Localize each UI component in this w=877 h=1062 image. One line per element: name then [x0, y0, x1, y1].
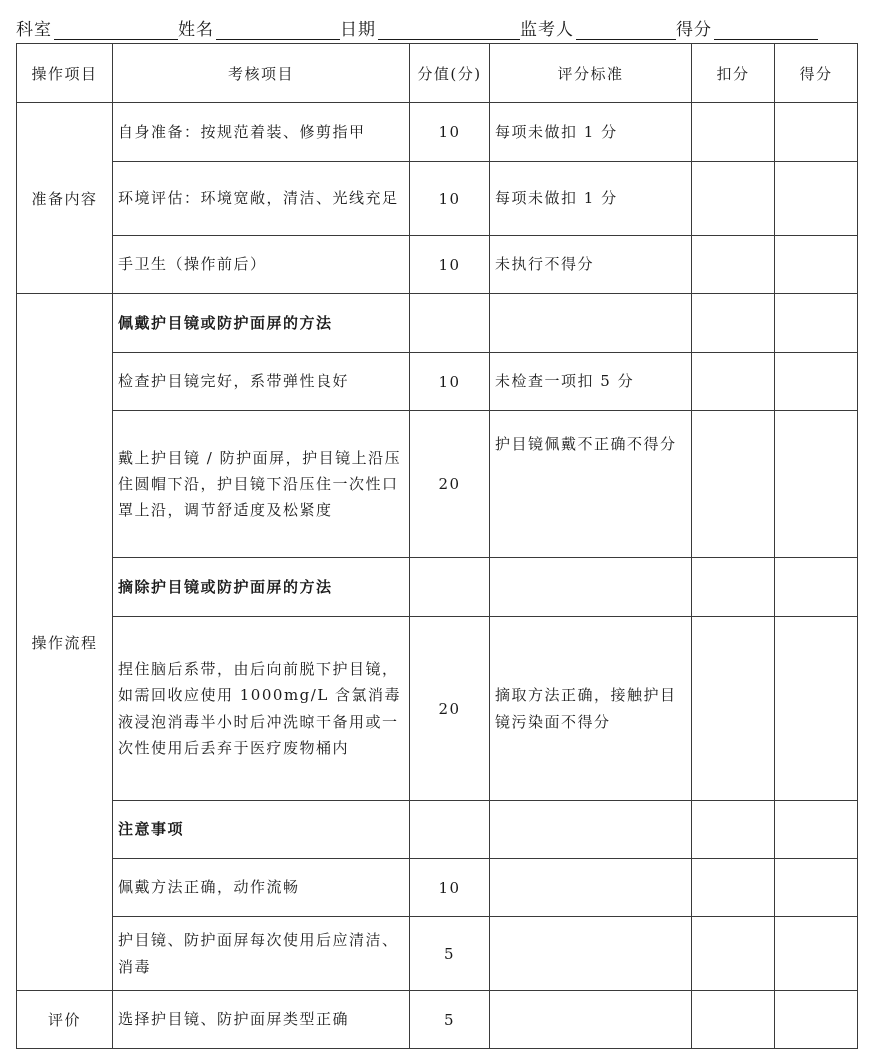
score-cell: 5	[410, 917, 490, 991]
item-cell: 选择护目镜、防护面屏类型正确	[113, 991, 410, 1049]
examiner-label: 监考人	[520, 20, 574, 40]
examiner-blank[interactable]	[576, 19, 676, 40]
table-row	[17, 294, 858, 353]
column-header: 得分	[775, 44, 858, 103]
table-row	[17, 236, 858, 294]
table-row	[17, 411, 858, 558]
score-cell: 5	[410, 991, 490, 1049]
table-header-row	[17, 44, 858, 103]
points-cell[interactable]	[775, 558, 858, 617]
deduction-cell[interactable]	[692, 917, 775, 991]
table-row	[17, 991, 858, 1049]
criteria-cell: 每项未做扣 1 分	[490, 162, 692, 236]
column-header: 评分标准	[490, 44, 692, 103]
criteria-cell: 每项未做扣 1 分	[490, 103, 692, 162]
date-label: 日期	[340, 20, 376, 40]
points-cell[interactable]	[775, 801, 858, 859]
section-label-process: 操作流程	[17, 294, 113, 991]
score-cell	[410, 801, 490, 859]
table-row	[17, 103, 858, 162]
table-row	[17, 162, 858, 236]
item-cell: 戴上护目镜 / 防护面屏，护目镜上沿压住圆帽下沿，护目镜下沿压住一次性口罩上沿，调节舒适度及松紧度	[113, 411, 410, 558]
criteria-cell: 摘取方法正确，接触护目镜污染面不得分	[490, 617, 692, 801]
dept-field	[16, 15, 178, 40]
form-header	[16, 12, 858, 40]
criteria-cell	[490, 294, 692, 353]
criteria-cell: 未检查一项扣 5 分	[490, 353, 692, 411]
criteria-cell	[490, 917, 692, 991]
deduction-cell[interactable]	[692, 991, 775, 1049]
points-cell[interactable]	[775, 353, 858, 411]
points-cell[interactable]	[775, 991, 858, 1049]
score-blank[interactable]	[714, 19, 818, 40]
deduction-cell[interactable]	[692, 859, 775, 917]
section-label-eval: 评价	[17, 991, 113, 1049]
section-label-prep: 准备内容	[17, 103, 113, 294]
subheading-cell: 佩戴护目镜或防护面屏的方法	[113, 294, 410, 353]
criteria-cell	[490, 801, 692, 859]
dept-blank[interactable]	[54, 19, 178, 40]
points-cell[interactable]	[775, 859, 858, 917]
deduction-cell[interactable]	[692, 236, 775, 294]
dept-label: 科室	[16, 20, 52, 40]
points-cell[interactable]	[775, 236, 858, 294]
criteria-cell	[490, 558, 692, 617]
item-cell: 手卫生（操作前后）	[113, 236, 410, 294]
table-row	[17, 801, 858, 859]
score-label: 得分	[676, 20, 712, 40]
table-row	[17, 859, 858, 917]
table-row	[17, 617, 858, 801]
assessment-table	[16, 43, 858, 1049]
subheading-cell: 注意事项	[113, 801, 410, 859]
criteria-cell	[490, 991, 692, 1049]
name-field	[178, 15, 340, 40]
score-cell: 10	[410, 236, 490, 294]
column-header: 操作项目	[17, 44, 113, 103]
criteria-cell: 护目镜佩戴不正确不得分	[490, 411, 692, 558]
score-cell: 20	[410, 617, 490, 801]
deduction-cell[interactable]	[692, 162, 775, 236]
table-row	[17, 353, 858, 411]
table-row	[17, 558, 858, 617]
item-cell: 捏住脑后系带，由后向前脱下护目镜，如需回收应使用 1000mg/L 含氯消毒液浸泡消毒半小时后冲洗晾干备用或一次性使用后丢弃于医疗废物桶内	[113, 617, 410, 801]
score-field	[676, 15, 818, 40]
score-cell: 10	[410, 162, 490, 236]
table-row	[17, 917, 858, 991]
item-cell: 自身准备：按规范着装、修剪指甲	[113, 103, 410, 162]
column-header: 考核项目	[113, 44, 410, 103]
points-cell[interactable]	[775, 917, 858, 991]
name-blank[interactable]	[216, 19, 340, 40]
item-cell: 护目镜、防护面屏每次使用后应清洁、消毒	[113, 917, 410, 991]
score-cell: 10	[410, 103, 490, 162]
deduction-cell[interactable]	[692, 411, 775, 558]
date-blank[interactable]	[378, 19, 520, 40]
item-cell: 环境评估：环境宽敞，清洁、光线充足	[113, 162, 410, 236]
score-cell	[410, 294, 490, 353]
column-header: 分值(分)	[410, 44, 490, 103]
name-label: 姓名	[178, 20, 214, 40]
points-cell[interactable]	[775, 411, 858, 558]
score-cell: 10	[410, 353, 490, 411]
points-cell[interactable]	[775, 294, 858, 353]
deduction-cell[interactable]	[692, 294, 775, 353]
criteria-cell: 未执行不得分	[490, 236, 692, 294]
deduction-cell[interactable]	[692, 353, 775, 411]
deduction-cell[interactable]	[692, 558, 775, 617]
points-cell[interactable]	[775, 103, 858, 162]
score-cell	[410, 558, 490, 617]
examiner-field	[520, 15, 676, 40]
deduction-cell[interactable]	[692, 617, 775, 801]
item-cell: 佩戴方法正确，动作流畅	[113, 859, 410, 917]
column-header: 扣分	[692, 44, 775, 103]
item-cell: 检查护目镜完好，系带弹性良好	[113, 353, 410, 411]
date-field	[340, 15, 520, 40]
subheading-cell: 摘除护目镜或防护面屏的方法	[113, 558, 410, 617]
points-cell[interactable]	[775, 617, 858, 801]
criteria-cell	[490, 859, 692, 917]
points-cell[interactable]	[775, 162, 858, 236]
score-cell: 20	[410, 411, 490, 558]
score-cell: 10	[410, 859, 490, 917]
deduction-cell[interactable]	[692, 801, 775, 859]
deduction-cell[interactable]	[692, 103, 775, 162]
